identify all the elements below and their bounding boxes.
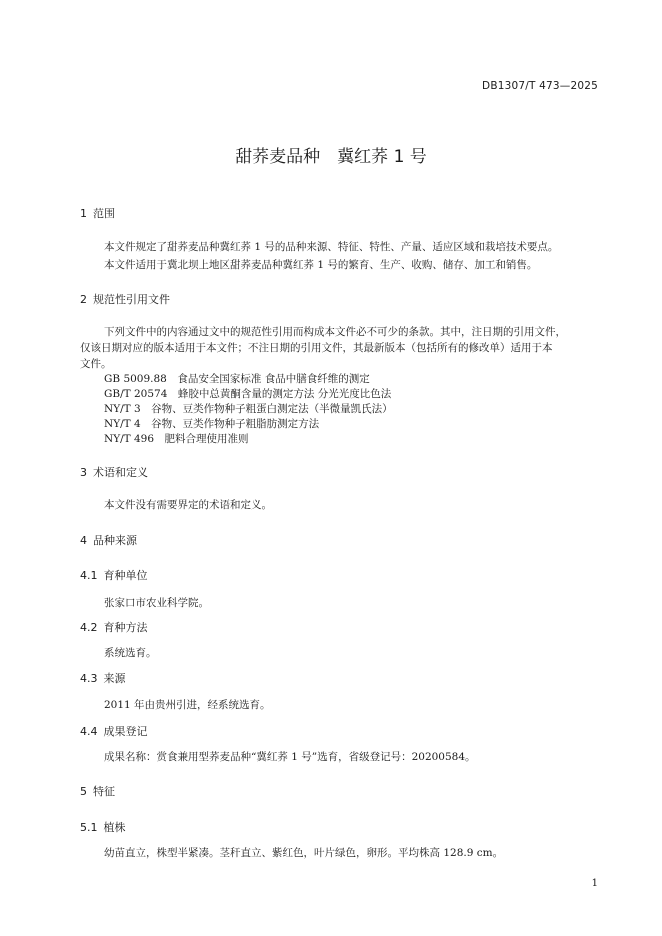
reference-item: NY/T 4 谷物、豆类作物种子粗脂肪测定方法	[104, 418, 320, 430]
section-number: 5.1	[80, 821, 98, 834]
section-title: 特征	[93, 785, 115, 798]
paragraph: 本文件适用于冀北坝上地区甜荞麦品种冀红荞 1 号的繁育、生产、收购、储存、加工和销售。	[104, 259, 538, 271]
reference-item: GB/T 20574 蜂胶中总黄酮含量的测定方法 分光光度比色法	[104, 388, 392, 400]
document-title: 甜荞麦品种 冀红荞 1 号	[235, 147, 427, 167]
section-number: 5	[80, 785, 87, 798]
paragraph-line: 下列文件中的内容通过文中的规范性引用而构成本文件必不可少的条款。其中，注日期的引用文件，	[104, 326, 566, 338]
subsection-5-1-heading	[80, 819, 126, 835]
section-title: 育种单位	[103, 569, 148, 582]
reference-item: NY/T 3 谷物、豆类作物种子粗蛋白测定法（半微量凯氏法）	[104, 403, 393, 415]
section-4-heading	[80, 532, 137, 548]
section-title: 来源	[103, 672, 126, 685]
section-title: 范围	[93, 207, 115, 220]
paragraph: 张家口市农业科学院。	[104, 597, 209, 609]
section-1-heading	[80, 205, 115, 221]
subsection-4-4-heading	[80, 723, 148, 739]
section-number: 2	[80, 293, 87, 306]
section-number: 4.4	[80, 725, 98, 738]
paragraph: 幼苗直立，株型半紧凑。茎秆直立、紫红色，叶片绿色，卵形。平均株高 128.9 cm。	[104, 847, 504, 859]
section-number: 4	[80, 534, 87, 547]
subsection-4-3-heading	[80, 670, 126, 686]
page-number: 1	[591, 878, 598, 889]
section-number: 3	[80, 466, 87, 479]
section-title: 成果登记	[103, 725, 148, 738]
subsection-4-1-heading	[80, 567, 148, 583]
section-3-heading	[80, 464, 148, 480]
reference-item: GB 5009.88 食品安全国家标准 食品中膳食纤维的测定	[104, 373, 370, 385]
paragraph-line: 仅该日期对应的版本适用于本文件；不注日期的引用文件，其最新版本（包括所有的修改单）适用于本	[80, 342, 553, 354]
document-code: DB1307/T 473—2025	[482, 80, 598, 92]
section-title: 术语和定义	[93, 466, 148, 479]
subsection-4-2-heading	[80, 619, 148, 635]
section-number: 1	[80, 207, 87, 220]
reference-item: NY/T 496 肥料合理使用准则	[104, 433, 249, 445]
section-5-heading	[80, 783, 115, 799]
section-title: 育种方法	[103, 621, 148, 634]
section-title: 规范性引用文件	[93, 293, 170, 306]
section-title: 植株	[103, 821, 126, 834]
paragraph: 系统选育。	[104, 647, 157, 659]
paragraph: 本文件没有需要界定的术语和定义。	[104, 499, 272, 511]
paragraph: 成果名称：赏食兼用型荞麦品种“冀红荞 1 号”选育，省级登记号：20200584。	[104, 751, 476, 763]
section-number: 4.2	[80, 621, 98, 634]
paragraph: 本文件规定了甜荞麦品种冀红荞 1 号的品种来源、特征、特性、产量、适应区域和栽培技术要点。	[104, 241, 559, 253]
section-2-heading	[80, 291, 170, 307]
section-number: 4.1	[80, 569, 98, 582]
section-title: 品种来源	[93, 534, 137, 547]
section-number: 4.3	[80, 672, 98, 685]
paragraph-line: 文件。	[80, 358, 112, 370]
paragraph: 2011 年由贵州引进，经系统选育。	[104, 699, 271, 711]
